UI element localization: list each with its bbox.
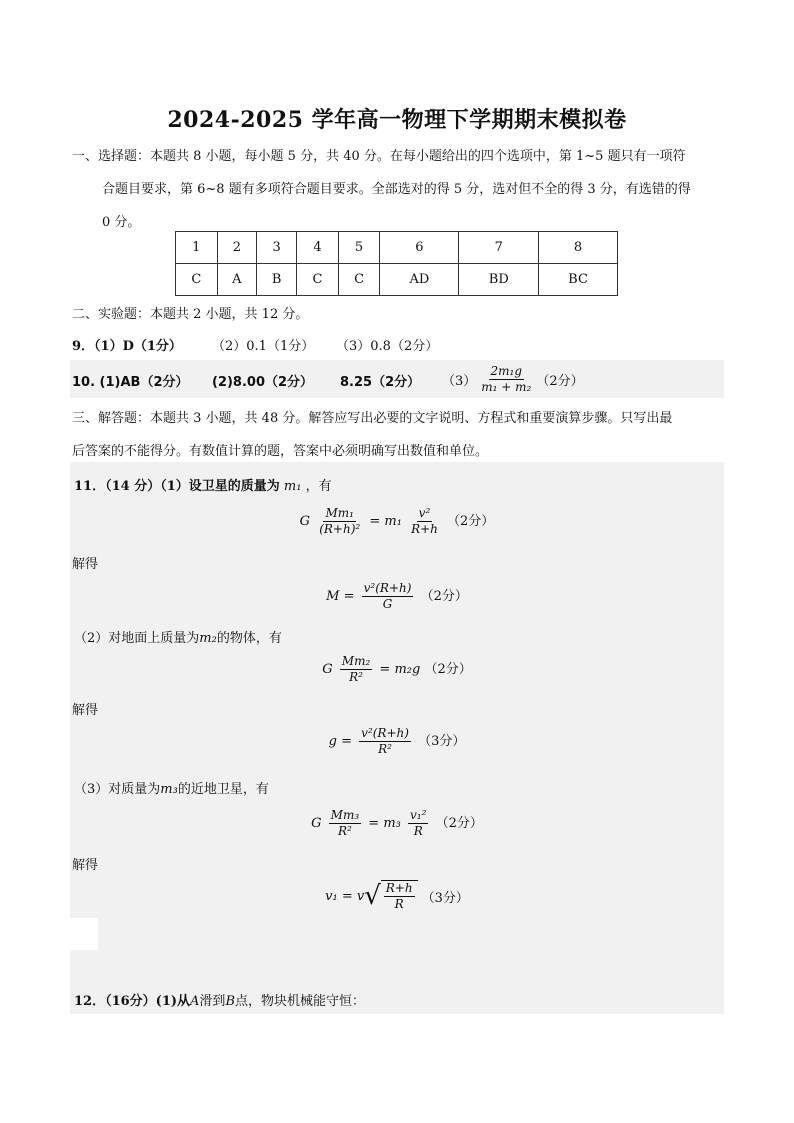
answer-table (175, 231, 618, 296)
eq-denominator: R (413, 824, 423, 838)
q10-fraction-denominator: m₁ + m₂ (481, 380, 532, 394)
q12-point-b: B (225, 994, 235, 1009)
q11-equation-3 (0, 654, 794, 685)
q12-header (74, 990, 365, 1009)
q11-equation-1 (0, 506, 794, 537)
q11-solve-3: 解得 (72, 858, 99, 873)
q10-part4 (442, 364, 584, 395)
answer-table-answers-row (176, 264, 618, 296)
eq-term: M = (326, 589, 355, 604)
q11-part2-tail: 的物体，有 (216, 631, 282, 646)
sqrt-icon (364, 880, 417, 912)
table-cell: A (217, 264, 256, 296)
table-cell: C (176, 264, 218, 296)
eq-numerator: Mm₃ (330, 808, 360, 822)
eq-score: （3分） (421, 890, 469, 906)
eq-denominator: R+h (411, 522, 438, 536)
section3-line2: 后答案的不能得分。有数值计算的题，答案中必须明确写出数值和单位。 (72, 444, 489, 459)
sqrt-radicand (381, 880, 418, 912)
q11-header-tail: ，有 (305, 479, 332, 494)
q9-part2: （2）0.1（1分） (212, 339, 315, 354)
table-cell: C (338, 264, 380, 296)
q10-part1: 10. (1)AB（2分） (72, 375, 189, 390)
q9-answer-line (72, 335, 724, 357)
eq-term: g = (328, 734, 352, 749)
blank-patch (70, 918, 98, 950)
exam-title: 2024-2025 学年高一物理下学期期末模拟卷 (167, 107, 627, 133)
eq-fraction (329, 808, 361, 839)
section2-header: 二、实验题：本题共 2 小题，共 12 分。 (72, 307, 309, 322)
eq-score: （2分） (447, 514, 495, 529)
table-cell: 6 (380, 232, 459, 264)
q11-part3 (74, 778, 269, 797)
eq-numerator: Mm₁ (325, 506, 354, 520)
eq-numerator: Mm₂ (341, 654, 371, 668)
table-cell: BD (459, 264, 539, 296)
q11-part2 (74, 627, 282, 646)
table-cell: B (257, 264, 297, 296)
eq-score: （2分） (420, 589, 468, 604)
q11-part2-text: （2）对地面上质量为 (74, 631, 200, 646)
eq-term: G (299, 514, 311, 529)
radical-sign-icon: √ (364, 881, 381, 911)
q11-part3-tail: 的近地卫星，有 (177, 782, 269, 797)
q12-point-a: A (190, 994, 200, 1009)
eq-fraction (359, 726, 411, 757)
q10-part4-score: （2分） (536, 374, 584, 389)
q10-answer-line (70, 360, 724, 398)
eq-denominator: R² (349, 670, 363, 684)
q11-equation-4 (0, 726, 794, 757)
q11-header-var: m₁ (283, 479, 302, 494)
section1-line1: 一、选择题：本题共 8 小题，每小题 5 分，共 40 分。在每小题给出的四个选项中，第 1~5 题只有一项符 (72, 149, 686, 164)
eq-numerator: v₁² (410, 808, 427, 822)
eq-fraction (408, 808, 428, 839)
q11-part3-text: （3）对质量为 (74, 782, 161, 797)
table-cell: C (297, 264, 339, 296)
eq-score: （2分） (435, 816, 483, 831)
table-cell: 1 (176, 232, 218, 264)
q10-fraction-numerator: 2m₁g (490, 364, 523, 378)
q10-part3: 8.25（2分） (340, 375, 421, 390)
eq-fraction (409, 506, 440, 537)
eq-fraction (317, 506, 362, 537)
table-cell: 4 (297, 232, 339, 264)
q10-part2: (2)8.00（2分） (212, 375, 314, 390)
q11-header-text: 11．（14 分）（1）设卫星的质量为 (74, 479, 280, 494)
q11-equation-2 (0, 581, 794, 612)
eq-term: = m₂g (379, 662, 421, 677)
eq-fraction (340, 654, 372, 685)
q12-tail-text: 点，物块机械能守恒： (235, 994, 366, 1009)
eq-score: （3分） (418, 734, 466, 749)
table-cell: 8 (539, 232, 618, 264)
eq-term: = m₃ (368, 816, 401, 831)
eq-term: = m₁ (369, 514, 402, 529)
q11-part2-var: m₂ (199, 631, 217, 646)
table-cell: 3 (257, 232, 297, 264)
q11-part3-var: m₃ (160, 782, 178, 797)
table-cell: 2 (217, 232, 256, 264)
eq-numerator: R+h (385, 881, 413, 895)
eq-term: v₁ = v (325, 888, 365, 904)
answer-table-numbers-row (176, 232, 618, 264)
eq-denominator: G (382, 597, 393, 611)
eq-denominator: R² (337, 824, 352, 838)
eq-numerator: v²(R+h) (363, 581, 412, 595)
section1-instructions (72, 140, 724, 239)
q11-solve-2: 解得 (72, 703, 99, 718)
table-cell: AD (380, 264, 459, 296)
q12-header-text: 12．（16分）(1)从 (74, 994, 191, 1009)
q11-solve-1: 解得 (72, 557, 99, 572)
eq-denominator: (R+h)² (319, 522, 361, 536)
q11-equation-6 (0, 880, 794, 912)
q11-header (74, 475, 332, 494)
q9-part1: 9．（1）D（1分） (72, 339, 182, 354)
eq-fraction (384, 881, 415, 912)
table-cell: 5 (338, 232, 380, 264)
section3-instructions (72, 402, 724, 468)
q11-equation-5 (0, 808, 794, 839)
section1-line3: 0 分。 (102, 215, 141, 230)
eq-term: G (311, 816, 322, 831)
eq-fraction (362, 581, 414, 612)
eq-denominator: R² (378, 742, 392, 756)
table-cell: 7 (459, 232, 539, 264)
q10-part4-label: （3） (442, 374, 477, 389)
eq-term: G (322, 662, 333, 677)
eq-numerator: v²(R+h) (361, 726, 409, 740)
q10-fraction (479, 364, 533, 395)
q9-part3: （3）0.8（2分） (336, 339, 439, 354)
q12-mid-text: 滑到 (199, 994, 226, 1009)
eq-denominator: R (394, 897, 404, 911)
eq-numerator: v² (418, 506, 431, 520)
table-cell: BC (539, 264, 618, 296)
eq-score: （2分） (424, 662, 472, 677)
section1-line2: 合题目要求，第 6~8 题有多项符合题目要求。全部选对的得 5 分，选对但不全的得 3 分，有选错的得 (102, 182, 691, 197)
section3-line1: 三、解答题：本题共 3 小题，共 48 分。解答应写出必要的文字说明、方程式和重要演算步骤。只写出最 (72, 411, 673, 426)
